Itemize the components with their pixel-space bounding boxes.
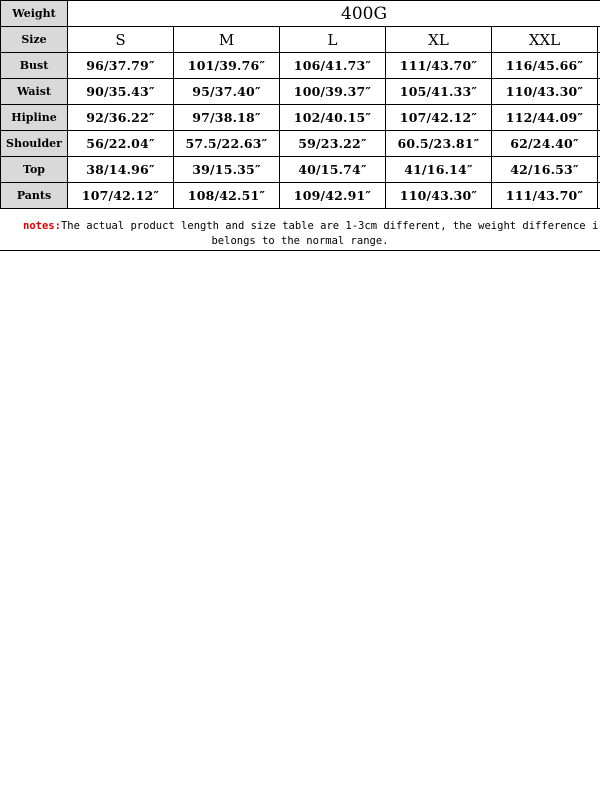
row-label: Pants <box>1 183 68 209</box>
size-chart <box>0 0 600 209</box>
table-cell: 105/41.33″ <box>386 79 492 105</box>
size-header-l: L <box>280 27 386 53</box>
table-cell: 110/43.30″ <box>386 183 492 209</box>
table-cell: 111/43.70″ <box>492 183 598 209</box>
table-cell: 97/38.18″ <box>174 105 280 131</box>
table-cell: 107/42.12″ <box>68 183 174 209</box>
row-label: Hipline <box>1 105 68 131</box>
table-cell: 107/42.12″ <box>386 105 492 131</box>
table-cell: 59/23.22″ <box>280 131 386 157</box>
table-cell: 106/41.73″ <box>280 53 386 79</box>
size-header-s: S <box>68 27 174 53</box>
table-cell: 108/42.51″ <box>174 183 280 209</box>
table-cell: 56/22.04″ <box>68 131 174 157</box>
table-cell: 110/43.30″ <box>492 79 598 105</box>
table-cell: 62/24.40″ <box>492 131 598 157</box>
size-table <box>0 0 600 209</box>
table-cell: 42/16.53″ <box>492 157 598 183</box>
table-cell: 95/37.40″ <box>174 79 280 105</box>
notes-text-1: The actual product length and size table are 1-3cm different, the weight difference i <box>60 220 599 232</box>
table-cell: 40/15.74″ <box>280 157 386 183</box>
table-cell: 38/14.96″ <box>68 157 174 183</box>
size-header-xxl: XXL <box>492 27 598 53</box>
table-cell: 57.5/22.63″ <box>174 131 280 157</box>
table-row-hipline <box>1 105 600 131</box>
table-cell: 90/35.43″ <box>68 79 174 105</box>
table-cell: 101/39.76″ <box>174 53 280 79</box>
table-cell: 102/40.15″ <box>280 105 386 131</box>
table-cell: 96/37.79″ <box>68 53 174 79</box>
table-row-top <box>1 157 600 183</box>
notes-label: notes: <box>23 220 61 232</box>
notes-text-2: belongs to the normal range. <box>211 235 389 247</box>
size-header-row <box>1 27 600 53</box>
size-label: Size <box>1 27 68 53</box>
row-label: Top <box>1 157 68 183</box>
row-label: Bust <box>1 53 68 79</box>
table-cell: 109/42.91″ <box>280 183 386 209</box>
table-row-pants <box>1 183 600 209</box>
table-row-waist <box>1 79 600 105</box>
table-cell: 116/45.66″ <box>492 53 598 79</box>
weight-row <box>1 1 600 27</box>
size-header-m: M <box>174 27 280 53</box>
notes-line-1 <box>23 220 598 232</box>
table-cell: 39/15.35″ <box>174 157 280 183</box>
row-label: Shoulder <box>1 131 68 157</box>
table-cell: 92/36.22″ <box>68 105 174 131</box>
table-cell: 112/44.09″ <box>492 105 598 131</box>
table-cell: 60.5/23.81″ <box>386 131 492 157</box>
notes-section <box>0 216 600 251</box>
weight-value: 400G <box>68 1 600 27</box>
table-cell: 41/16.14″ <box>386 157 492 183</box>
size-header-xl: XL <box>386 27 492 53</box>
table-cell: 111/43.70″ <box>386 53 492 79</box>
weight-label: Weight <box>1 1 68 27</box>
table-row-bust <box>1 53 600 79</box>
table-row-shoulder <box>1 131 600 157</box>
row-label: Waist <box>1 79 68 105</box>
table-cell: 100/39.37″ <box>280 79 386 105</box>
